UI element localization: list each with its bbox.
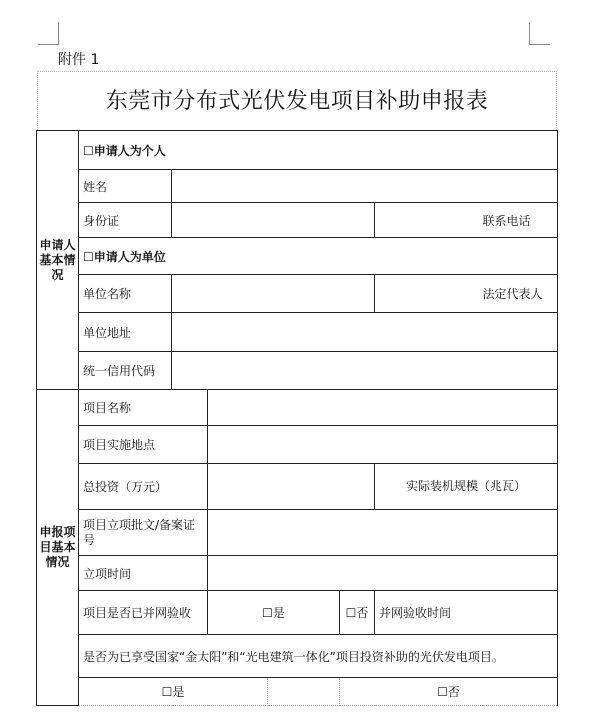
individual-header-row bbox=[37, 131, 558, 170]
section-applicant: 申请人基本情况 bbox=[37, 131, 79, 390]
unit-header-row bbox=[37, 238, 558, 275]
approval-field[interactable] bbox=[208, 510, 558, 556]
table-row bbox=[37, 275, 558, 313]
subsidy-question: 是否为已享受国家“金太阳”和“光电建筑一体化”项目投资补助的光伏发电项目。 bbox=[79, 635, 558, 678]
grid-no-checkbox[interactable]: ☐否 bbox=[340, 591, 375, 635]
credit-code-field[interactable] bbox=[172, 352, 558, 390]
credit-code-label: 统一信用代码 bbox=[79, 352, 172, 390]
table-row bbox=[37, 313, 558, 352]
subsidy-yes-checkbox[interactable]: ☐是 bbox=[79, 678, 268, 706]
crop-mark bbox=[529, 22, 530, 45]
legal-rep-spacer bbox=[375, 275, 483, 313]
approval-time-label: 立项时间 bbox=[79, 556, 208, 591]
crop-mark bbox=[58, 22, 59, 45]
crop-mark bbox=[529, 44, 550, 45]
table-row bbox=[37, 556, 558, 591]
subsidy-no-checkbox[interactable]: ☐否 bbox=[340, 678, 558, 706]
total-investment-label: 总投资（万元） bbox=[79, 464, 208, 510]
table-row bbox=[37, 591, 558, 635]
individual-checkbox[interactable]: ☐申请人为个人 bbox=[79, 131, 558, 170]
unit-checkbox[interactable]: ☐申请人为单位 bbox=[79, 238, 558, 275]
unit-address-field[interactable] bbox=[172, 313, 558, 352]
application-form-table bbox=[36, 130, 558, 706]
project-name-label: 项目名称 bbox=[79, 390, 208, 426]
table-row bbox=[37, 635, 558, 678]
approval-time-field[interactable] bbox=[208, 556, 558, 591]
unit-name-label: 单位名称 bbox=[79, 275, 172, 313]
table-row bbox=[37, 203, 558, 238]
legal-rep-label: 法定代表人 bbox=[483, 275, 558, 313]
unit-name-field[interactable] bbox=[172, 275, 375, 313]
project-location-label: 项目实施地点 bbox=[79, 426, 208, 464]
id-card-field[interactable] bbox=[172, 203, 375, 238]
grid-connected-label: 项目是否已并网验收 bbox=[79, 591, 208, 635]
total-investment-field[interactable] bbox=[208, 464, 375, 510]
phone-label bbox=[375, 203, 483, 238]
id-card-label: 身份证 bbox=[79, 203, 172, 238]
form-title: 东莞市分布式光伏发电项目补助申报表 bbox=[105, 89, 489, 114]
table-row bbox=[37, 352, 558, 390]
installed-capacity-label: 实际装机规模（兆瓦） bbox=[375, 464, 558, 510]
project-location-field[interactable] bbox=[208, 426, 558, 464]
crop-mark bbox=[38, 44, 59, 45]
subsidy-spacer bbox=[268, 678, 340, 706]
grid-yes-checkbox[interactable]: ☐是 bbox=[208, 591, 340, 635]
unit-address-label: 单位地址 bbox=[79, 313, 172, 352]
section-project: 申报项目基本情况 bbox=[37, 390, 79, 706]
table-row bbox=[37, 426, 558, 464]
table-row bbox=[37, 464, 558, 510]
attachment-label: 附件 1 bbox=[58, 52, 100, 68]
table-row bbox=[37, 678, 558, 706]
table-row bbox=[37, 170, 558, 203]
phone-label-text: 联系电话 bbox=[483, 203, 558, 238]
name-label: 姓名 bbox=[79, 170, 172, 203]
project-name-field[interactable] bbox=[208, 390, 558, 426]
table-row bbox=[37, 390, 558, 426]
approval-label: 项目立项批文/备案证号 bbox=[79, 510, 208, 556]
grid-time-label: 并网验收时间 bbox=[375, 591, 558, 635]
name-field[interactable] bbox=[172, 170, 558, 203]
table-row bbox=[37, 510, 558, 556]
